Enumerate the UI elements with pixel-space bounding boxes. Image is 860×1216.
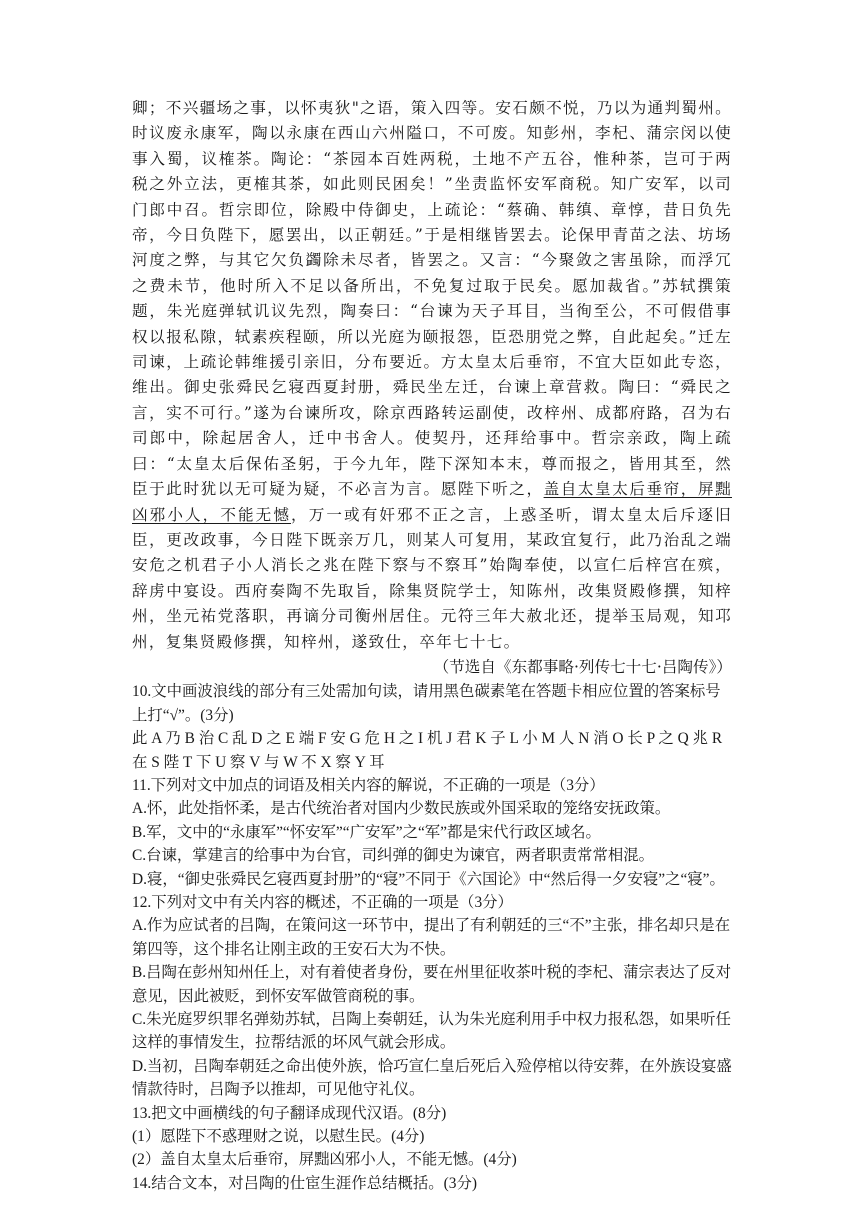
question-12-option-c: C.朱光庭罗织罪名弹劾苏轼，吕陶上奏朝廷，认为朱光庭利用手中权力报私怨，如果听任这样的事情发生，拉帮结派的坏风气就会形成。 <box>132 1011 731 1052</box>
exam-page <box>132 96 732 1195</box>
passage-text <box>132 96 732 655</box>
question-11-stem: 11.下列对文中加点的词语及相关内容的解说，不正确的一项是（3分） <box>132 776 605 794</box>
question-12-option-d: D.当初，吕陶奉朝廷之命出使外族，恰巧宣仁皇后死后入殓停棺以待安葬，在外族设宴盛情款待时，吕陶予以推却，可见他守礼仪。 <box>132 1057 732 1099</box>
question-12-option-a: A.作为应试者的吕陶，在策问这一环节中，提出了有利朝廷的三“不”主张，排名却只是在第四等，这个排名让刚主政的王安石大为不快。 <box>132 917 731 958</box>
question-13-sentence-2: (2）盖自太皇太后垂帘，屏黜凶邪小人，不能无憾。(4分) <box>132 1151 517 1169</box>
question-12-stem: 12.下列对文中有关内容的概述，不正确的一项是（3分） <box>132 894 513 911</box>
question-10-stem: 10.文中画波浪线的部分有三处需加句读，请用黑色碳素笔在答题卡相应位置的答案标号上打“√”。(3分) <box>132 683 721 724</box>
passage-source: （节选自《东都事略·列传七十七·吕陶传》） <box>433 657 732 676</box>
question-13-sentence-1: (1）愿陛下不惑理财之说，以慰生民。(4分) <box>132 1128 425 1146</box>
question-11-option-b: B.军，文中的“永康军”“怀安军”“广安军”之“军”都是宋代行政区域名。 <box>132 823 601 841</box>
question-14-stem: 14.结合文本，对吕陶的仕宦生涯作总结概括。(3分) <box>132 1174 477 1192</box>
question-11-option-c: C.台谏，掌建言的给事中为台官，司纠弹的御史为谏官，两者职责常常相混。 <box>132 847 655 865</box>
question-12-option-b: B.吕陶在彭州知州任上，对有着使者身份，要在州里征收茶叶税的李杞、蒲宗表达了反对意见，因此被贬，到怀安军做管商税的事。 <box>132 964 731 1005</box>
question-10-marks: 此 A 乃 B 治 C 乱 D 之 E 端 F 安 G 危 H 之 I 机 J 君 K 子 L 小 M 人 N 消 O 长 P 之 Q 兆 R 在 S 陛 T 下 U 察 V 与 W 不 X 察 Y 耳 <box>132 730 723 771</box>
question-11-option-a: A.怀，此处指怀柔，是古代统治者对国内少数民族或外国采取的笼络安抚政策。 <box>132 800 671 818</box>
passage-part-1: 卿；不兴疆场之事，以怀夷狄"之语，策入四等。安石颇不悦，乃以为通判蜀州。时议废永康军，陶以永康在西山六州隘口，不可废。知彭州，李杞、蒲宗闵以使事入蜀，议榷茶。陶论：“茶园本百姓两税，土地不产五谷，惟种茶，岂可于两税之外立法，更榷其茶，如此则民困矣！”坐责监怀安军商税。知广安军，以司门郎中召。哲宗即位，除殿中侍御史，上疏论：“蔡确、韩缜、章惇，昔日负先帝，今日负陛下，愿罢出，以正朝廷。”于是相继皆罢去。论保甲青苗之法、坊场河度之弊，与其它欠负蠲除未尽者，皆罢之。又言：“今聚敛之害虽除，而浮冗之费未节，他时所入不足以备所出，不免复过取于民矣。愿加裁省。”苏轼撰策题，朱光庭弹轼讥议先烈，陶奏曰：“台谏为天子耳目，当徇至公，不可假借事权以报私隙，轼素疾程颐，所以光庭为颐报怨，臣恐朋党之弊，自此起矣。”迁左司谏，上疏论韩维援引亲旧，分布要近。方太皇太后垂帘，不宜大臣如此专恣，维出。御史张舜民乞寝西夏封册，舜民坐左迁，台谏上章营救。陶曰：“舜民之言，实不可行。”遂为台谏所攻，除京西路转运副使，改梓州、成都府路，召为右司郎中，除起居舍人，迁中书舍人。使契丹，还拜给事中。哲宗亲政，陶上疏曰：“太皇太后保佑圣躬，于今九年，陛下深知本末，尊而报之，皆用其至，然臣于此时犹以无可疑为疑，不必言为言。愿陛下听之， <box>132 99 732 499</box>
underlined-sentence: 盖自太皇太后垂帘，屏黜凶邪小人，不能无憾 <box>132 480 732 524</box>
question-11-option-d: D.寝，“御史张舜民乞寝西夏封册”的“寝”不同于《六国论》中“然后得一夕安寝”之“寝”。 <box>132 870 725 888</box>
question-13-stem: 13.把文中画横线的句子翻译成现代汉语。(8分) <box>132 1104 447 1122</box>
passage-part-2: ，万一或有奸邪不正之言，上惑圣听，谓太皇太后斥逐旧臣，更改政事，今日陛下既亲万几，则某人可复用，某政宜复行，此乃治乱之端安危之机君子小人消长之兆在陛下察与不察耳”始陶奉使，以宣仁后梓宫在殡，辞虏中宴设。西府奏陶不先取旨，除集贤院学士，知陈州，改集贤殿修撰，知梓州，坐元祐党落职，再谪分司衡州居住。元符三年大赦北还，提举玉局观，知邛州，复集贤殿修撰，知梓州，遂致仕，卒年七十七。 <box>132 505 732 651</box>
